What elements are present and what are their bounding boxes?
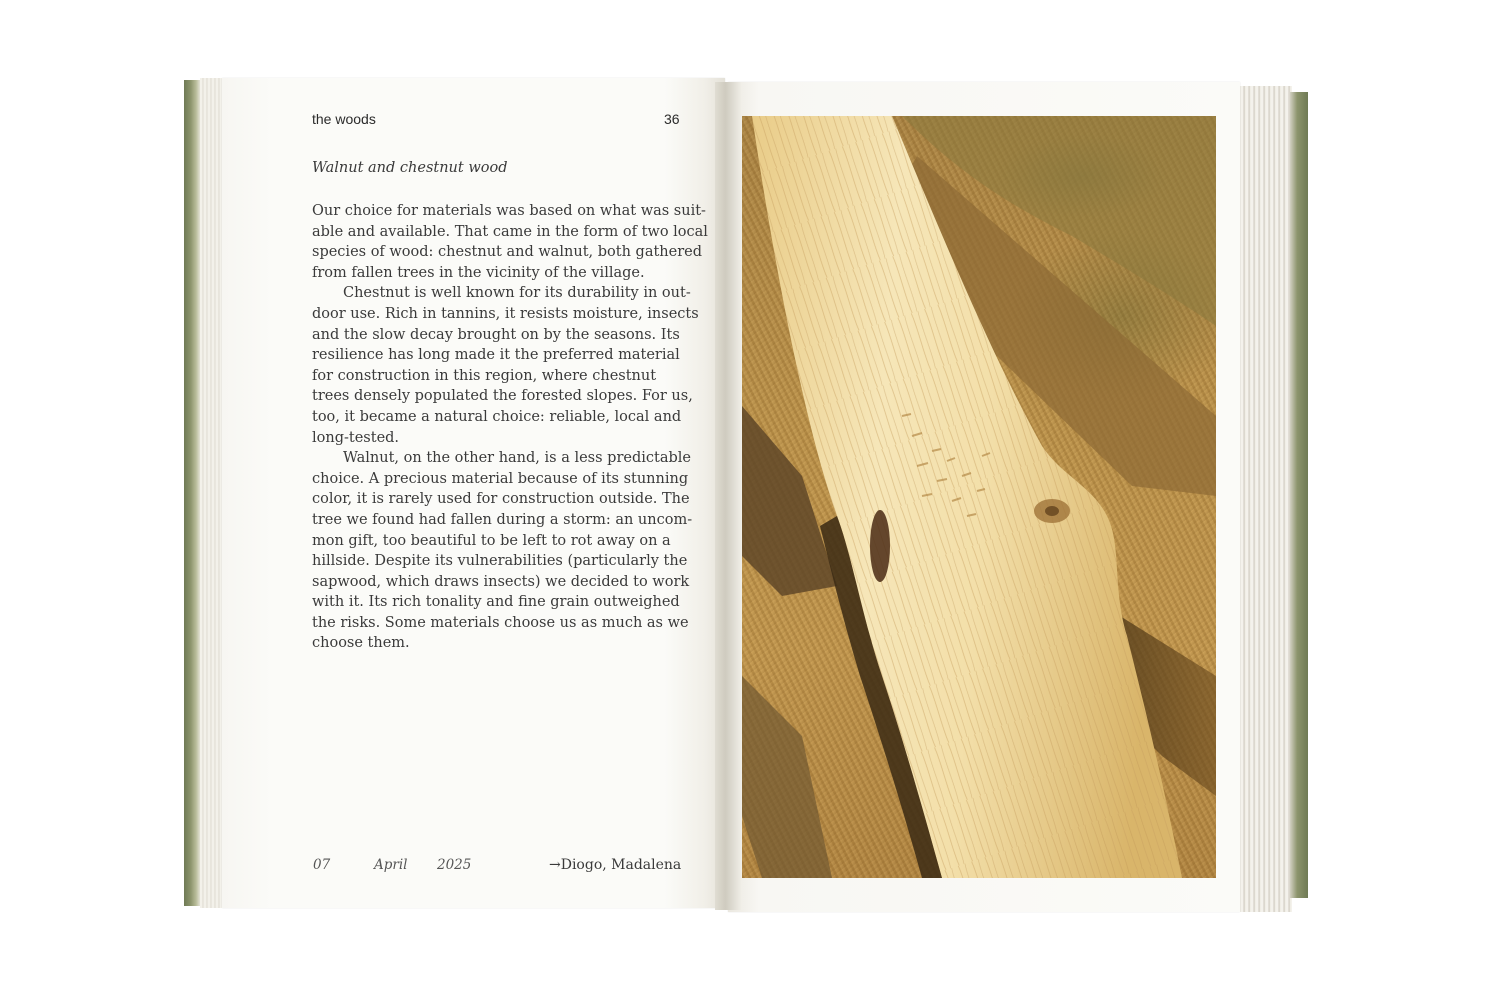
- body-line: sapwood, which draws insects) we decided to work: [312, 573, 690, 590]
- body-line: species of wood: chestnut and walnut, both gathered: [312, 244, 703, 261]
- section-title: Walnut and chestnut wood: [312, 160, 508, 176]
- body-line: the risks. Some materials choose us as much as we: [312, 614, 689, 631]
- running-head-title: the woods: [312, 111, 376, 127]
- body-line: mon gift, too beautiful to be left to rot away on a: [312, 532, 671, 549]
- body-line: choose them.: [312, 635, 410, 652]
- body-line: Walnut, on the other hand, is a less predictable: [343, 450, 691, 467]
- right-cover-edge: [1290, 92, 1308, 898]
- body-line: trees densely populated the forested slopes. For us,: [312, 388, 693, 405]
- photo-illustration: [742, 116, 1216, 878]
- right-page-stack: [1236, 86, 1292, 912]
- body-line: choice. A precious material because of its stunning: [312, 470, 689, 487]
- footer-authors: →Diogo, Madalena: [549, 857, 682, 873]
- body-line: door use. Rich in tannins, it resists moisture, insects: [312, 305, 699, 322]
- footer-day: 07: [313, 857, 331, 873]
- left-page-stack: [200, 78, 224, 908]
- body-line: for construction in this region, where chestnut: [312, 367, 657, 384]
- body-line: resilience has long made it the preferred material: [312, 347, 680, 364]
- knot-center: [1045, 506, 1059, 516]
- body-line: hillside. Despite its vulnerabilities (particularly the: [312, 553, 688, 570]
- left-log-lower: [742, 676, 832, 878]
- walnut-plank-photo: [742, 116, 1216, 878]
- body-line: Chestnut is well known for its durability in out-: [343, 285, 691, 302]
- body-text: [312, 201, 708, 654]
- body-line: long-tested.: [312, 429, 400, 446]
- body-line: able and available. That came in the form of two local: [312, 223, 708, 240]
- dark-knot: [870, 510, 890, 582]
- page-number: 36: [664, 111, 680, 127]
- body-line: tree we found had fallen during a storm: an uncom-: [312, 511, 693, 528]
- body-line: with it. Its rich tonality and fine grain outweighed: [312, 594, 680, 611]
- footer-year: 2025: [437, 857, 472, 873]
- footer-month: April: [374, 857, 408, 873]
- body-line: and the slow decay brought on by the seasons. Its: [312, 326, 680, 343]
- body-line: from fallen trees in the vicinity of the village.: [312, 264, 645, 281]
- book-gutter: [715, 82, 741, 910]
- body-line: Our choice for materials was based on what was suit-: [312, 203, 706, 219]
- body-line: color, it is rarely used for construction outside. The: [312, 491, 690, 508]
- body-line: too, it became a natural choice: reliable, local and: [312, 408, 682, 425]
